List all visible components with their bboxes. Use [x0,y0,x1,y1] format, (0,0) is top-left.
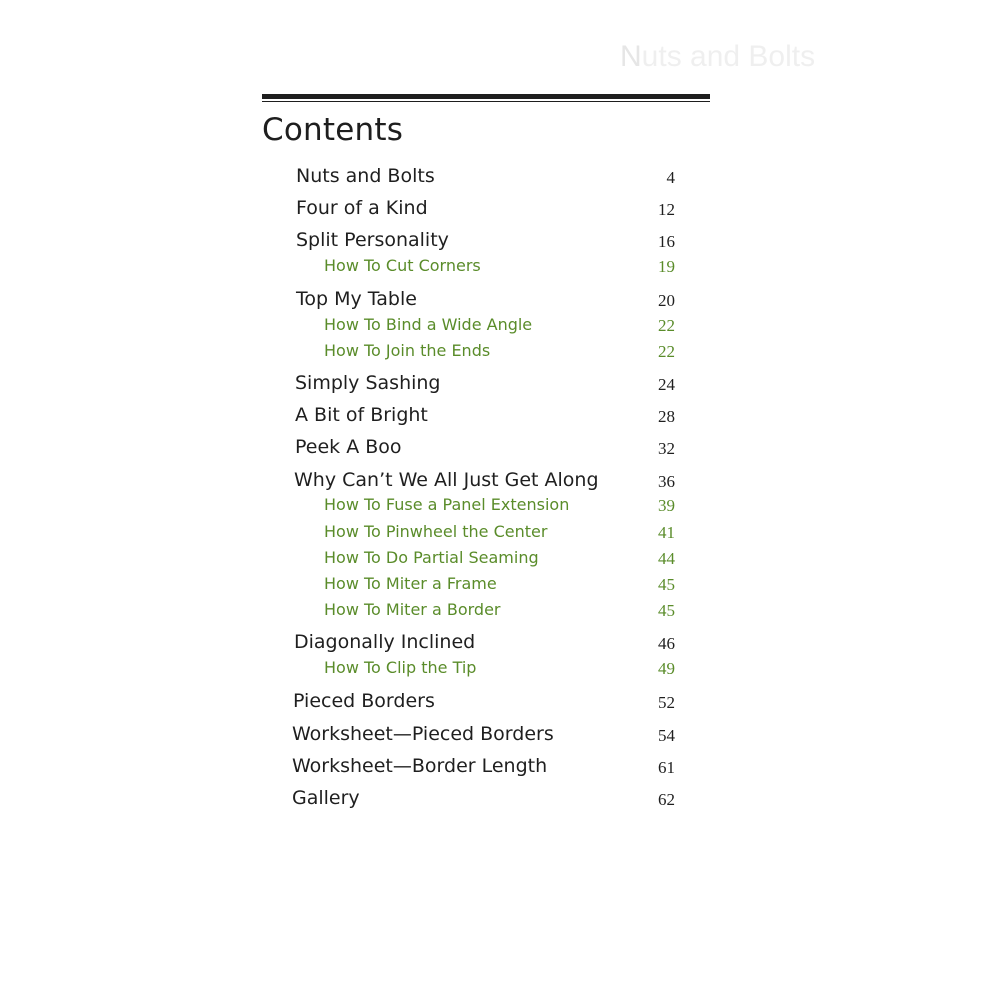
toc-page-number: 22 [658,342,675,361]
toc-subentry-title: How To Do Partial Seaming [324,548,539,567]
header-rule-thick [262,94,710,99]
toc-page-number: 39 [658,496,675,515]
toc-page-number: 4 [666,168,675,187]
toc-subentry-title: How To Miter a Frame [324,574,497,593]
toc-entry-title: Worksheet—Border Length [292,755,548,777]
toc-entry-title: Peek A Boo [295,436,402,458]
toc-subentry-title: How To Clip the Tip [324,658,477,677]
toc-subentry-title: How To Join the Ends [324,341,491,360]
toc-page-number: 32 [658,439,675,458]
toc-entry [0,436,1000,462]
toc-entry-title: Four of a Kind [296,197,428,219]
toc-entry-title: Simply Sashing [295,372,441,394]
toc-subentry [0,548,1000,574]
toc-entry [0,372,1000,398]
toc-page-number: 61 [658,758,675,777]
toc-entry [0,755,1000,781]
toc-entry-title: Top My Table [296,288,417,310]
toc-entry [0,690,1000,716]
toc-page-number: 24 [658,375,675,394]
header-rule-thin [262,101,710,102]
toc-page-number: 45 [658,575,675,594]
toc-subentry [0,658,1000,684]
toc-entry-title: Pieced Borders [293,690,435,712]
toc-subentry [0,315,1000,341]
toc-subentry-title: How To Miter a Border [324,600,501,619]
toc-subentry-title: How To Pinwheel the Center [324,522,548,541]
toc-entry-title: Gallery [292,787,360,809]
bleed-through-heading: Nuts and Bolts [620,40,816,73]
toc-page-number: 49 [658,659,675,678]
toc-entry-title: A Bit of Bright [295,404,428,426]
toc-page-number: 45 [658,601,675,620]
toc-entry-title: Worksheet—Pieced Borders [292,723,554,745]
contents-heading: Contents [262,112,404,148]
toc-page-number: 44 [658,549,675,568]
toc-page-number: 16 [658,232,675,251]
toc-page-number: 12 [658,200,675,219]
toc-subentry-title: How To Cut Corners [324,256,481,275]
toc-page-number: 19 [658,257,675,276]
toc-page-number: 54 [658,726,675,745]
toc-page-number: 52 [658,693,675,712]
toc-subentry-title: How To Bind a Wide Angle [324,315,533,334]
toc-subentry-title: How To Fuse a Panel Extension [324,495,570,514]
toc-entry [0,469,1000,495]
toc-entry [0,165,1000,191]
toc-entry-title: Why Can’t We All Just Get Along [294,469,599,491]
toc-page-number: 22 [658,316,675,335]
toc-subentry [0,600,1000,626]
toc-entry-title: Nuts and Bolts [296,165,435,187]
toc-page-number: 62 [658,790,675,809]
toc-entry [0,631,1000,657]
toc-page-number: 36 [658,472,675,491]
toc-entry [0,787,1000,813]
toc-page-number: 28 [658,407,675,426]
toc-entry [0,197,1000,223]
toc-entry-title: Split Personality [296,229,449,251]
toc-entry-title: Diagonally Inclined [294,631,476,653]
toc-page-number: 41 [658,523,675,542]
toc-entry [0,229,1000,255]
toc-page-number: 20 [658,291,675,310]
toc-page-number: 46 [658,634,675,653]
toc-entry [0,288,1000,314]
toc-subentry [0,256,1000,282]
toc-subentry [0,522,1000,548]
toc-subentry [0,574,1000,600]
toc-entry [0,723,1000,749]
toc-entry [0,404,1000,430]
toc-subentry [0,341,1000,367]
toc-subentry [0,495,1000,521]
